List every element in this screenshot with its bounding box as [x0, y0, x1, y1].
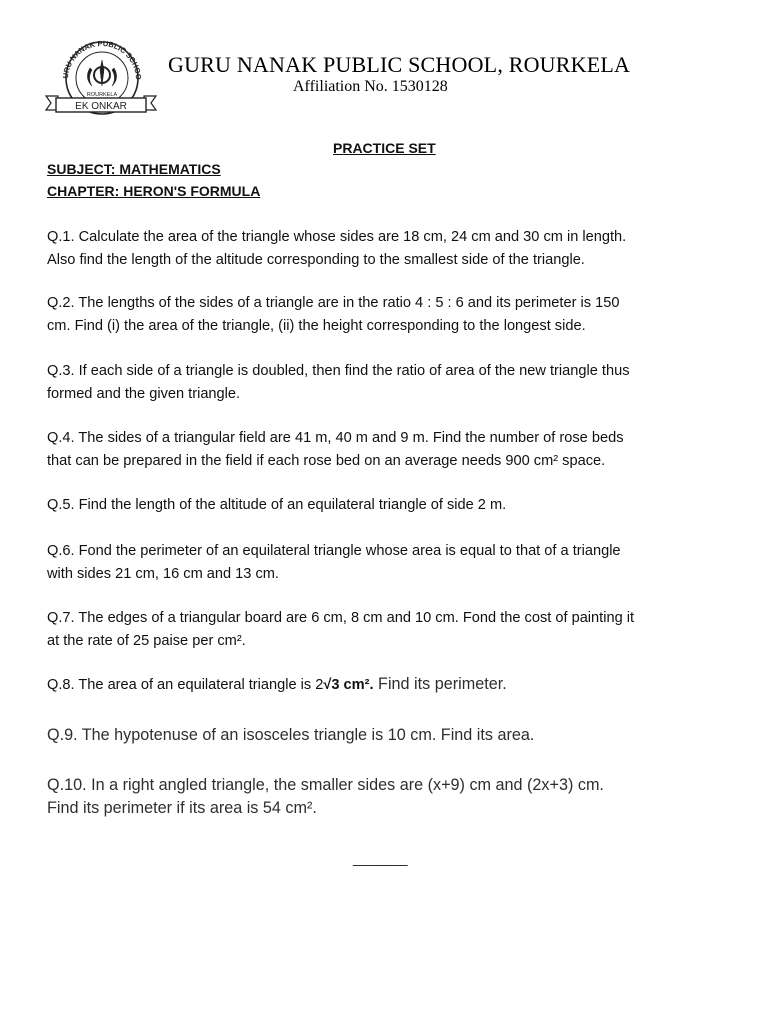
logo-city-text: ROURKELA [86, 92, 118, 98]
question-6-line-1: Q.6. Fond the perimeter of an equilateral triangle whose area is equal to that of a triangle [47, 543, 621, 559]
affiliation-number: Affiliation No. 1530128 [293, 78, 448, 95]
question-1 [47, 226, 727, 271]
question-9 [47, 724, 727, 747]
end-mark: _______ [353, 850, 408, 866]
question-10-line-2: Find its perimeter if its area is 54 cm². [47, 799, 317, 817]
question-4 [47, 427, 727, 472]
question-6-line-2: with sides 21 cm, 16 cm and 13 cm. [47, 565, 279, 582]
question-6 [47, 540, 727, 585]
question-2-line-1: Q.2. The lengths of the sides of a triangle are in the ratio 4 : 5 : 6 and its perimeter is 150 [47, 295, 620, 311]
question-5 [47, 494, 727, 517]
question-4-line-2: that can be prepared in the field if each rose bed on an average needs 900 cm² space. [47, 452, 606, 469]
question-2-line-2: cm. Find (i) the area of the triangle, (ii) the height corresponding to the longest side. [47, 317, 586, 334]
school-name: GURU NANAK PUBLIC SCHOOL, ROURKELA [168, 52, 631, 77]
question-8-area-value: √3 cm². [323, 677, 374, 693]
question-1-line-1: Q.1. Calculate the area of the triangle whose sides are 18 cm, 24 cm and 30 cm in length. [47, 229, 627, 245]
logo-ribbon-text: EK ONKAR [75, 101, 127, 112]
question-8 [47, 675, 507, 694]
question-3-line-2: formed and the given triangle. [47, 385, 241, 402]
question-5-line-1: Q.5. Find the length of the altitude of an equilateral triangle of side 2 m. [47, 497, 507, 513]
question-10-line-1: Q.10. In a right angled triangle, the smaller sides are (x+9) cm and (2x+3) cm. [47, 776, 604, 794]
question-1-line-2: Also find the length of the altitude corresponding to the smallest side of the triangle. [47, 251, 585, 268]
question-10 [47, 774, 727, 820]
question-3-line-1: Q.3. If each side of a triangle is doubled, then find the ratio of area of the new triangle thus [47, 363, 630, 379]
question-4-line-1: Q.4. The sides of a triangular field are 41 m, 40 m and 9 m. Find the number of rose beds [47, 430, 624, 446]
question-7-line-2: at the rate of 25 paise per cm². [47, 632, 246, 649]
logo-ring-text: URU NANAK PUBLIC SCHOO [60, 40, 144, 81]
document-title: PRACTICE SET [333, 140, 436, 156]
question-7-line-1: Q.7. The edges of a triangular board are 6 cm, 8 cm and 10 cm. Fond the cost of painting it [47, 610, 635, 626]
subject-heading: SUBJECT: MATHEMATICS [47, 161, 221, 177]
school-logo [44, 40, 158, 116]
question-2 [47, 292, 727, 337]
question-3 [47, 360, 727, 405]
khanda-emblem-icon [44, 40, 158, 116]
question-8-tail: Find its perimeter. [373, 675, 507, 693]
question-8-lead: Q.8. The area of an equilateral triangle is 2 [47, 677, 324, 693]
chapter-heading: CHAPTER: HERON'S FORMULA [47, 183, 261, 199]
question-7 [47, 607, 727, 652]
question-9-line-1: Q.9. The hypotenuse of an isosceles triangle is 10 cm. Find its area. [47, 726, 535, 744]
